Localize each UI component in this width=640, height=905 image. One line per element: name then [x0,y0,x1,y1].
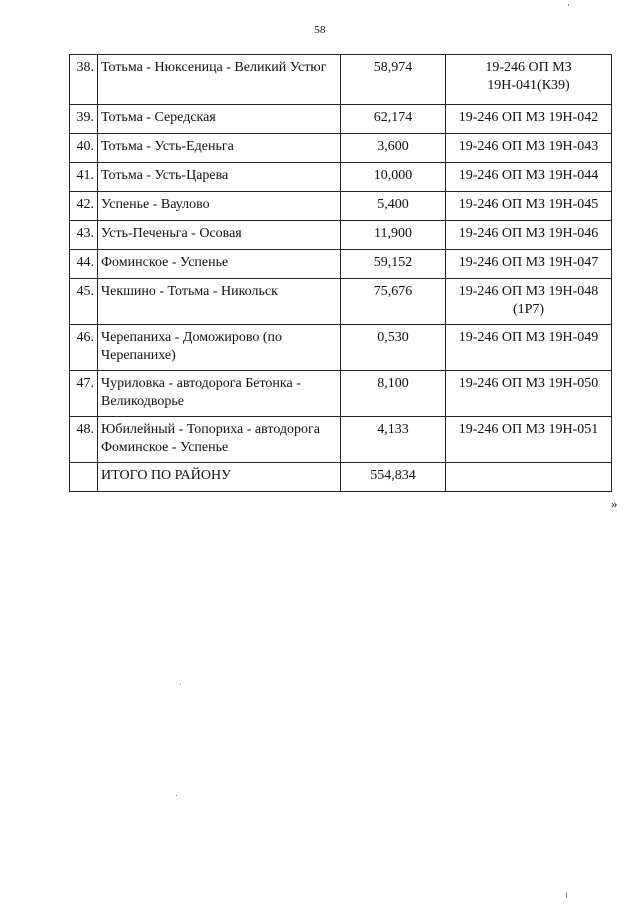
road-length: 11,900 [341,221,446,250]
total-row [70,463,612,492]
road-id: 19-246 ОП МЗ 19Н-051 [446,417,612,463]
road-id: 19-246 ОП МЗ 19Н-048 (1Р7) [446,279,612,325]
road-id: 19-246 ОП МЗ 19Н-043 [446,134,612,163]
scan-speck [568,4,569,6]
road-id: 19-246 ОП МЗ 19Н-044 [446,163,612,192]
row-number: 44. [70,250,98,279]
table-row [70,192,612,221]
road-length: 3,600 [341,134,446,163]
total-id-cell [446,463,612,492]
row-number: 43. [70,221,98,250]
total-label: ИТОГО ПО РАЙОНУ [98,463,341,492]
road-id: 19-246 ОП МЗ 19Н-050 [446,371,612,417]
road-name: Успенье - Ваулово [98,192,341,221]
table-row [70,163,612,192]
row-number: 38. [70,55,98,105]
road-name: Чуриловка - автодорога Бетонка - Великодворье [98,371,341,417]
row-number: 47. [70,371,98,417]
closing-quote: » [611,496,618,511]
total-number-cell [70,463,98,492]
row-number: 46. [70,325,98,371]
road-length: 8,100 [341,371,446,417]
road-length: 62,174 [341,105,446,134]
road-length: 59,152 [341,250,446,279]
road-length: 5,400 [341,192,446,221]
table-row [70,250,612,279]
road-length: 58,974 [341,55,446,105]
road-length: 75,676 [341,279,446,325]
scan-speck [176,795,177,796]
table-row [70,279,612,325]
road-length: 0,530 [341,325,446,371]
road-id: 19-246 ОП МЗ 19Н-046 [446,221,612,250]
row-number: 41. [70,163,98,192]
row-number: 48. [70,417,98,463]
road-length: 4,133 [341,417,446,463]
road-name: Тотьма - Усть-Царева [98,163,341,192]
road-name: Юбилейный - Топориха - автодорога Фоминское - Успенье [98,417,341,463]
total-length: 554,834 [341,463,446,492]
road-name: Тотьма - Нюксеница - Великий Устюг [98,55,341,105]
table-row [70,221,612,250]
roads-table [69,54,612,492]
table-row [70,105,612,134]
table-row [70,134,612,163]
page-number: 58 [314,24,326,36]
road-name: Чекшино - Тотьма - Никольск [98,279,341,325]
road-length: 10,000 [341,163,446,192]
road-name: Тотьма - Середская [98,105,341,134]
row-number: 39. [70,105,98,134]
row-number: 40. [70,134,98,163]
road-name: Тотьма - Усть-Еденьга [98,134,341,163]
road-id: 19-246 ОП МЗ 19Н-045 [446,192,612,221]
table-row [70,55,612,105]
table-row [70,371,612,417]
scan-speck [566,892,567,898]
road-name: Усть-Печеньга - Осовая [98,221,341,250]
road-id: 19-246 ОП МЗ 19Н-041(К39) [446,55,612,105]
road-name: Фоминское - Успенье [98,250,341,279]
road-id: 19-246 ОП МЗ 19Н-042 [446,105,612,134]
road-id: 19-246 ОП МЗ 19Н-049 [446,325,612,371]
scan-speck [180,684,181,685]
row-number: 42. [70,192,98,221]
road-id: 19-246 ОП МЗ 19Н-047 [446,250,612,279]
table-row [70,325,612,371]
road-name: Черепаниха - Доможирово (по Черепанихе) [98,325,341,371]
table-row [70,417,612,463]
row-number: 45. [70,279,98,325]
